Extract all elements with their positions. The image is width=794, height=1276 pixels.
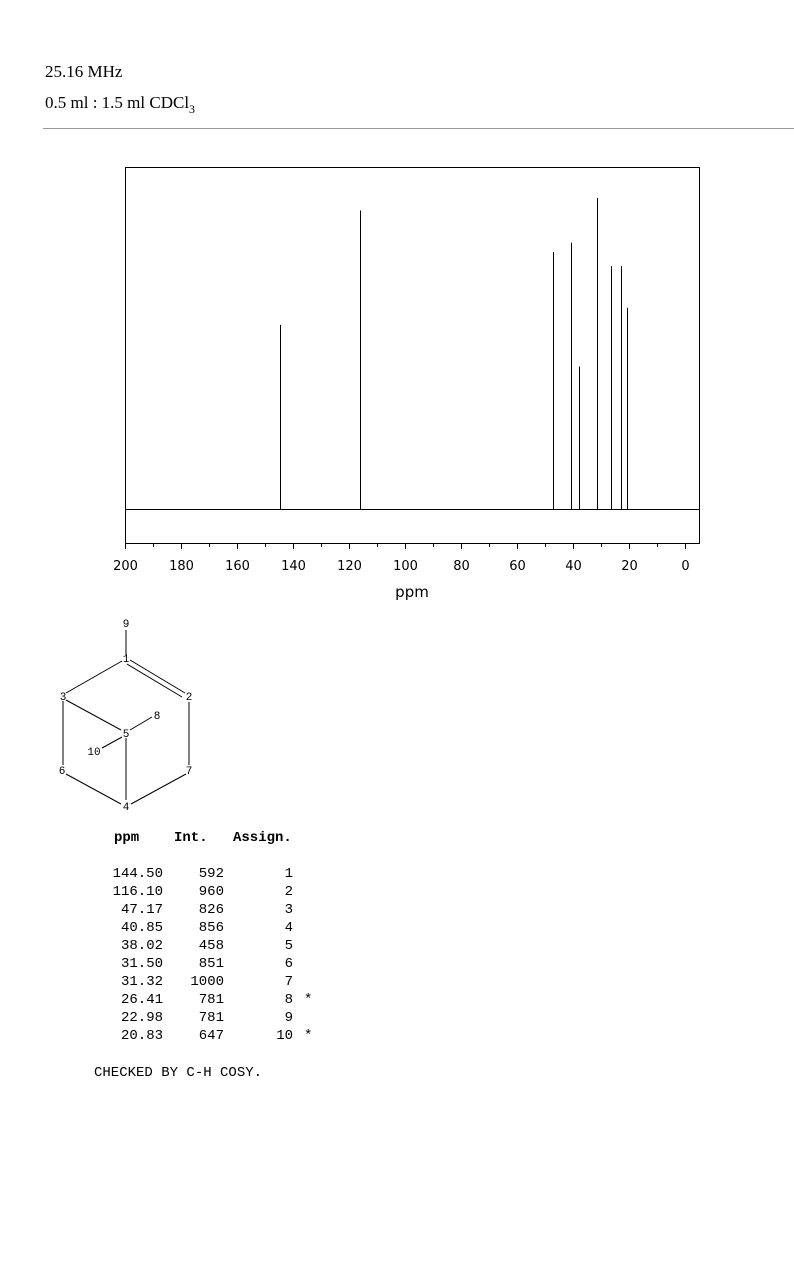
cell-ppm: 47.17 <box>120 902 163 918</box>
atom-label-5: 5 <box>122 729 130 741</box>
cell-ppm: 31.32 <box>120 974 163 990</box>
cell-ppm: 38.02 <box>120 938 163 954</box>
cell-intensity: 826 <box>198 902 224 918</box>
nmr-spectrum-chart <box>0 0 794 610</box>
cell-intensity: 960 <box>198 884 224 900</box>
cell-assign: 7 <box>284 974 293 990</box>
cell-mark: * <box>304 1028 313 1044</box>
cell-intensity: 647 <box>198 1028 224 1044</box>
cell-ppm: 22.98 <box>120 1010 163 1026</box>
atom-label-10: 10 <box>87 747 101 759</box>
cell-intensity: 781 <box>198 992 224 1008</box>
cell-ppm: 40.85 <box>120 920 163 936</box>
bond-6-4 <box>66 774 121 804</box>
cell-assign: 4 <box>284 920 293 936</box>
cell-intensity: 458 <box>198 938 224 954</box>
x-tick-label: 100 <box>393 559 418 574</box>
x-tick-label: 80 <box>453 559 470 574</box>
header-ppm: ppm <box>114 830 140 846</box>
header-assign: Assign. <box>233 830 292 846</box>
atom-label-2: 2 <box>185 692 193 704</box>
bond-3-5 <box>66 700 121 730</box>
bond-1-2 <box>130 660 185 693</box>
cell-assign: 6 <box>284 956 293 972</box>
solvent-subscript: 3 <box>189 102 196 116</box>
cell-assign: 1 <box>284 866 293 882</box>
bond-1-3 <box>66 661 122 693</box>
peaks-layer <box>281 198 628 509</box>
cell-ppm: 26.41 <box>120 992 163 1008</box>
cell-ppm: 31.50 <box>120 956 163 972</box>
x-tick-label: 160 <box>225 559 250 574</box>
cell-mark: * <box>304 992 313 1008</box>
atom-label-4: 4 <box>122 802 130 814</box>
cell-assign: 3 <box>284 902 293 918</box>
x-tick-label: 20 <box>621 559 638 574</box>
atom-label-6: 6 <box>58 766 66 778</box>
x-axis-label: ppm <box>395 583 429 601</box>
cell-intensity: 851 <box>198 956 224 972</box>
cell-ppm: 144.50 <box>112 866 163 882</box>
bond-7-4 <box>131 774 186 804</box>
x-tick-label: 40 <box>565 559 582 574</box>
header-intensity: Int. <box>174 830 208 846</box>
spectrometer-frequency: 25.16 MHz <box>45 62 123 81</box>
atom-label-1: 1 <box>122 654 130 666</box>
cell-assign: 5 <box>284 938 293 954</box>
plot-frame <box>126 168 700 544</box>
x-tick-label: 120 <box>337 559 362 574</box>
method-note: CHECKED BY C-H COSY. <box>94 1065 263 1081</box>
cell-assign: 9 <box>284 1010 293 1026</box>
molecule-structure <box>40 610 220 820</box>
cell-intensity: 856 <box>198 920 224 936</box>
x-tick-label: 0 <box>681 559 690 574</box>
cell-ppm: 20.83 <box>120 1028 163 1044</box>
x-axis-ticks <box>113 543 690 574</box>
x-tick-label: 200 <box>113 559 138 574</box>
atom-label-8: 8 <box>153 711 161 723</box>
cell-intensity: 592 <box>198 866 224 882</box>
cell-assign: 10 <box>276 1028 293 1044</box>
cell-intensity: 1000 <box>190 974 224 990</box>
bond-5-10 <box>102 737 122 748</box>
x-tick-label: 140 <box>281 559 306 574</box>
atom-label-3: 3 <box>59 692 67 704</box>
cell-intensity: 781 <box>198 1010 224 1026</box>
cell-assign: 2 <box>284 884 293 900</box>
x-tick-label: 60 <box>509 559 526 574</box>
atom-label-7: 7 <box>185 766 193 778</box>
atom-label-9: 9 <box>122 619 130 631</box>
cell-assign: 8 <box>284 992 293 1008</box>
bond-5-8 <box>130 717 152 730</box>
solvent-text: 0.5 ml : 1.5 ml CDCl <box>45 93 190 112</box>
cell-ppm: 116.10 <box>112 884 163 900</box>
x-tick-label: 180 <box>169 559 194 574</box>
bond-1-2-double <box>127 664 182 697</box>
